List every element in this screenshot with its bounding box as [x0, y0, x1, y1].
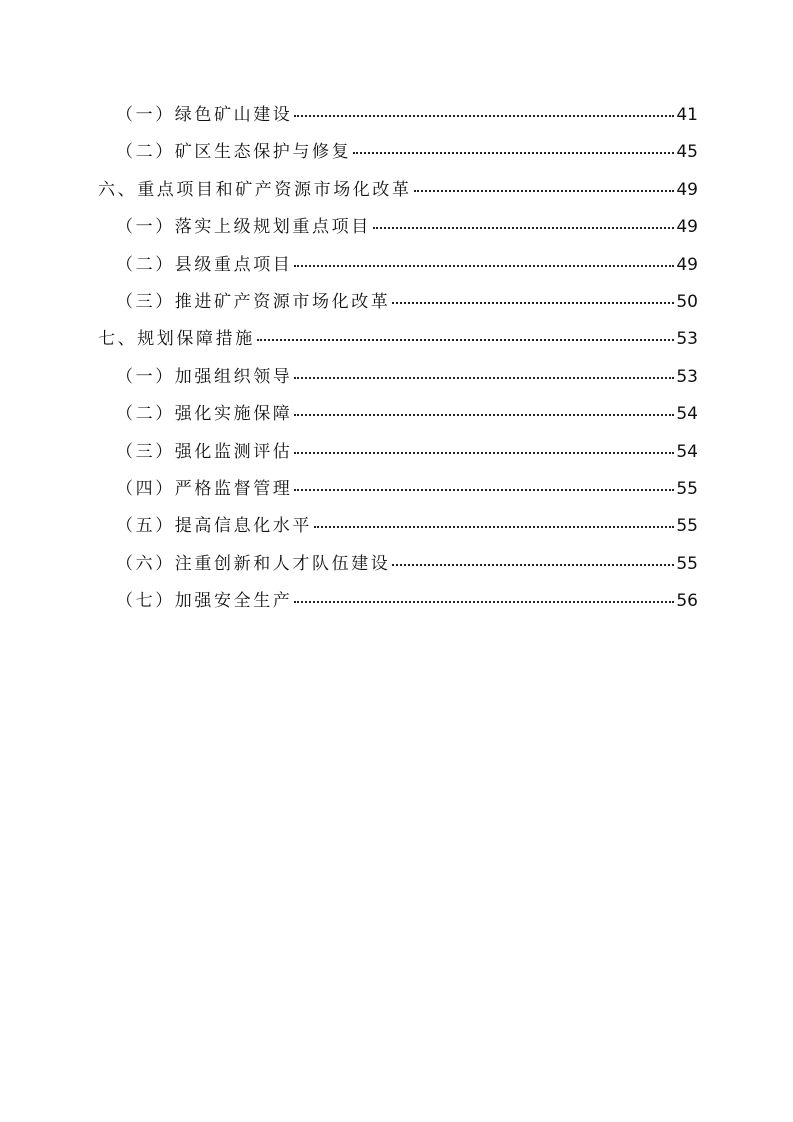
toc-entry-page: 55 — [676, 516, 698, 537]
toc-entry[interactable] — [98, 549, 698, 586]
toc-entry[interactable] — [98, 212, 698, 249]
toc-entry-page: 50 — [676, 291, 698, 312]
toc-entry-title: （一）绿色矿山建设 — [116, 105, 293, 125]
toc-dot-leader — [257, 339, 675, 341]
toc-entry-page: 55 — [676, 478, 698, 499]
toc-dot-leader — [353, 152, 674, 154]
toc-entry-title: （五）提高信息化水平 — [116, 516, 312, 537]
toc-entry[interactable] — [98, 437, 698, 474]
toc-entry[interactable] — [98, 324, 698, 361]
toc-entry[interactable] — [98, 474, 698, 511]
toc-entry[interactable] — [98, 137, 698, 174]
toc-dot-leader — [294, 601, 674, 603]
toc-entry-page: 54 — [676, 404, 698, 425]
toc-entry-title: （二）矿区生态保护与修复 — [116, 142, 352, 163]
toc-entry-title: （三）强化监测评估 — [116, 441, 293, 462]
toc-entry[interactable] — [98, 100, 698, 137]
toc-entry-title: （七）加强安全生产 — [116, 591, 293, 612]
toc-entry-page: 49 — [676, 179, 698, 200]
toc-entry-page: 55 — [676, 553, 698, 574]
toc-entry-page: 53 — [676, 329, 698, 350]
toc-entry-page: 54 — [676, 441, 698, 462]
toc-dot-leader — [392, 302, 674, 304]
toc-entry[interactable] — [98, 362, 698, 399]
toc-dot-leader — [294, 115, 674, 117]
toc-entry-title: （三）推进矿产资源市场化改革 — [116, 291, 391, 312]
toc-entry[interactable] — [98, 175, 698, 212]
toc-entry[interactable] — [98, 250, 698, 287]
toc-entry-title: 六、重点项目和矿产资源市场化改革 — [98, 179, 412, 200]
toc-dot-leader — [294, 414, 674, 416]
toc-entry[interactable] — [98, 287, 698, 324]
toc-entry[interactable] — [98, 399, 698, 436]
toc-dot-leader — [414, 190, 675, 192]
toc-entry-page: 49 — [676, 254, 698, 275]
toc-entry-page: 41 — [676, 105, 698, 125]
toc-entry-title: （一）加强组织领导 — [116, 366, 293, 387]
toc-dot-leader — [314, 526, 674, 528]
toc-entry-title: 七、规划保障措施 — [98, 329, 255, 350]
toc-dot-leader — [294, 452, 674, 454]
toc-entry-title: （二）县级重点项目 — [116, 254, 293, 275]
toc-entry-title: （四）严格监督管理 — [116, 478, 293, 499]
toc-entry[interactable] — [98, 511, 698, 548]
toc-entry-title: （一）落实上级规划重点项目 — [116, 217, 371, 238]
toc-dot-leader — [294, 377, 674, 379]
toc-dot-leader — [373, 227, 675, 229]
toc-entry-page: 49 — [676, 217, 698, 238]
toc-entry-title: （二）强化实施保障 — [116, 404, 293, 425]
toc-dot-leader — [392, 564, 674, 566]
toc-entry-title: （六）注重创新和人才队伍建设 — [116, 553, 391, 574]
toc-entry-page: 45 — [676, 142, 698, 163]
toc-dot-leader — [294, 489, 674, 491]
toc-dot-leader — [294, 265, 674, 267]
toc-entry-page: 56 — [676, 591, 698, 612]
toc-entry-page: 53 — [676, 366, 698, 387]
table-of-contents — [98, 100, 698, 623]
toc-entry[interactable] — [98, 586, 698, 623]
